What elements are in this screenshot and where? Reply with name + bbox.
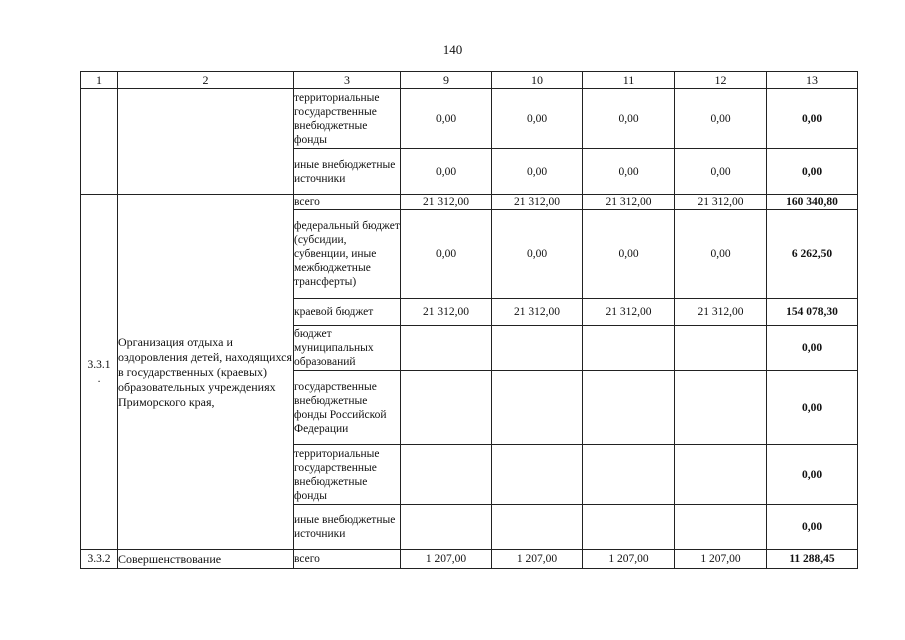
funding-source: государственные внебюджетные фонды Российской Федерации	[294, 371, 401, 445]
value-col-11: 0,00	[583, 149, 675, 195]
table-row	[81, 195, 858, 210]
value-col-10: 1 207,00	[492, 550, 583, 569]
funding-source: иные внебюджетные источники	[294, 149, 401, 195]
value-col-9: 1 207,00	[401, 550, 492, 569]
page-number: 140	[442, 42, 463, 57]
value-col-12: 1 207,00	[675, 550, 767, 569]
value-col-13: 154 078,30	[767, 299, 858, 326]
value-col-12	[675, 371, 767, 445]
header-col-13: 13	[767, 72, 858, 89]
value-col-10: 21 312,00	[492, 299, 583, 326]
value-col-11	[583, 326, 675, 371]
value-col-12: 0,00	[675, 210, 767, 299]
value-col-11	[583, 505, 675, 550]
table-row	[81, 550, 858, 569]
value-col-9	[401, 371, 492, 445]
value-col-9: 0,00	[401, 89, 492, 149]
funding-source: всего	[294, 550, 401, 569]
value-col-11: 0,00	[583, 210, 675, 299]
activity-code: 3.3.2	[81, 550, 118, 569]
value-col-10: 0,00	[492, 149, 583, 195]
funding-source: бюджет муниципальных образований	[294, 326, 401, 371]
value-col-13: 0,00	[767, 505, 858, 550]
value-col-10	[492, 371, 583, 445]
value-col-13: 0,00	[767, 89, 858, 149]
header-col-2: 2	[118, 72, 294, 89]
funding-source: всего	[294, 195, 401, 210]
value-col-13: 0,00	[767, 371, 858, 445]
value-col-10	[492, 445, 583, 505]
value-col-12: 0,00	[675, 89, 767, 149]
value-col-12	[675, 326, 767, 371]
header-col-3: 3	[294, 72, 401, 89]
funding-source: федеральный бюджет (субсидии, субвенции, иные межбюджетные трансферты)	[294, 210, 401, 299]
value-col-12	[675, 445, 767, 505]
value-col-13: 0,00	[767, 445, 858, 505]
header-col-12: 12	[675, 72, 767, 89]
header-col-10: 10	[492, 72, 583, 89]
table-row	[81, 89, 858, 149]
value-col-10	[492, 326, 583, 371]
budget-table	[80, 71, 858, 569]
value-col-9	[401, 505, 492, 550]
value-col-10: 0,00	[492, 89, 583, 149]
value-col-11: 1 207,00	[583, 550, 675, 569]
value-col-11: 21 312,00	[583, 299, 675, 326]
header-col-11: 11	[583, 72, 675, 89]
header-col-9: 9	[401, 72, 492, 89]
funding-source: территориальные государственные внебюджетные фонды	[294, 89, 401, 149]
funding-source: иные внебюджетные источники	[294, 505, 401, 550]
value-col-10	[492, 505, 583, 550]
activity-code: 3.3.1 .	[81, 195, 118, 550]
code-cell-empty	[81, 89, 118, 195]
value-col-9: 0,00	[401, 149, 492, 195]
value-col-9	[401, 326, 492, 371]
value-col-12: 0,00	[675, 149, 767, 195]
value-col-13: 11 288,45	[767, 550, 858, 569]
value-col-9: 0,00	[401, 210, 492, 299]
value-col-10: 0,00	[492, 210, 583, 299]
value-col-12	[675, 505, 767, 550]
funding-source: краевой бюджет	[294, 299, 401, 326]
value-col-10: 21 312,00	[492, 195, 583, 210]
value-col-12: 21 312,00	[675, 299, 767, 326]
value-col-11: 21 312,00	[583, 195, 675, 210]
activity-name: Организация отдыха и оздоровления детей, находящихся в государственных (краевых) образовательных учреждениях Приморского края,	[118, 195, 294, 550]
value-col-9: 21 312,00	[401, 195, 492, 210]
funding-source: территориальные государственные внебюджетные фонды	[294, 445, 401, 505]
value-col-13: 0,00	[767, 326, 858, 371]
value-col-11: 0,00	[583, 89, 675, 149]
value-col-12: 21 312,00	[675, 195, 767, 210]
value-col-13: 160 340,80	[767, 195, 858, 210]
header-row	[81, 72, 858, 89]
activity-name: Совершенствование	[118, 550, 294, 569]
value-col-13: 0,00	[767, 149, 858, 195]
value-col-11	[583, 371, 675, 445]
value-col-13: 6 262,50	[767, 210, 858, 299]
value-col-9	[401, 445, 492, 505]
value-col-9: 21 312,00	[401, 299, 492, 326]
value-col-11	[583, 445, 675, 505]
name-cell-empty	[118, 89, 294, 195]
header-col-1: 1	[81, 72, 118, 89]
